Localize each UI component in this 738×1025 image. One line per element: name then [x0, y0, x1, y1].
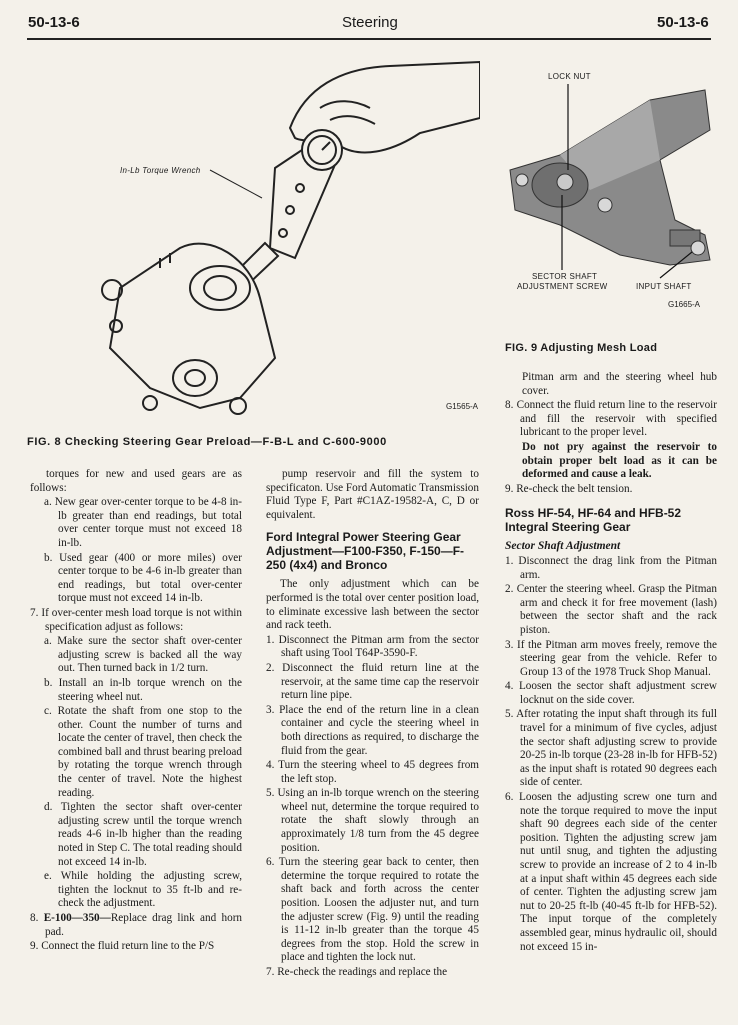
col3-step-8: 8. Connect the fluid return line to the reservoir and fill the reservoir with specified lubricant to the proper level. [505, 399, 717, 439]
fig8-caption: FIG. 8 Checking Steering Gear Preload—F-B-L and C-600-9000 [27, 436, 387, 448]
col2-step-6: 6. Turn the steering gear back to center, then determine the torque required to rotate the shaft back and forth across the center position. Loosen the adjuster nut, and turn the adjuster screw (Fig. 9) until the reading is 11-12 in-lb greater than the torque 45 degrees from the stop. Hold the screw in place and tighten the lock nut. [266, 856, 479, 964]
section-title: Steering [342, 14, 398, 31]
page-number-right: 50-13-6 [657, 14, 709, 31]
col2-step-3: 3. Place the end of the return line in a clean container and cycle the steering wheel in both directions as required, to discharge the fluid from the gear. [266, 703, 479, 757]
col1-intro: torques for new and used gears are as follows: [30, 468, 242, 494]
col3-ross-step-1: 1. Disconnect the drag link from the Pitman arm. [505, 554, 717, 581]
col1-step-7: 7. If over-center mesh load torque is not within specification adjust as follows: [30, 606, 242, 633]
torque-wrench-gear-drawing [90, 58, 480, 418]
col1-step-7a: a. Make sure the sector shaft over-center adjusting screw is backed all the way out. Then turned back in 1/2 turn. [44, 635, 242, 675]
col3-ross-step-5: 5. After rotating the input shaft through its full travel for a minimum of five cycles, adjust the sector shaft adjusting screw to provide 20-25 in-lb torque (23-28 in-lb for HFB-52) as the input shaft is rotated 90 degrees each side of center. [505, 708, 717, 789]
col1-step-a: a. New gear over-center torque to be 4-8 in-lb greater than end readings, but total over center torque must not exceed 18 in-lb. [44, 496, 242, 549]
fig9-label-sector-shaft: SECTOR SHAFT [532, 272, 598, 281]
col3-heading: Ross HF-54, HF-64 and HFB-52 Integral Steering Gear [505, 506, 682, 535]
col1-step-7c: c. Rotate the shaft from one stop to the other. Count the number of turns and locate the center of travel, then check the combined ball and thrust bearing preload by rotating the torque wrench through the center of travel. Note the highest reading. [44, 705, 242, 799]
col3-subheading: Sector Shaft Adjustment [505, 540, 621, 553]
col1-step-b: b. Used gear (400 or more miles) over center torque to be 4-6 in-lb greater than end readings, but total over-center torque must not exceed 14 in-lb. [44, 551, 242, 605]
col2-step-5: 5. Using an in-lb torque wrench on the steering wheel nut, determine the torque required to rotate the shaft slowly through an approximately 1/8 turn from the 45 degree position. [266, 787, 479, 854]
col1-step-8-models: E-100—350— [43, 912, 111, 924]
col2-paragraph: The only adjustment which can be performed is the total over center position load, to eliminate excessive lash between the sector and rack teeth. [266, 578, 479, 632]
col1-step-9: 9. Connect the fluid return line to the P/S [30, 940, 215, 953]
fig9-illustration [500, 60, 718, 310]
fig9-caption: FIG. 9 Adjusting Mesh Load [505, 342, 658, 354]
fig8-illustration [90, 58, 480, 418]
fig8-label-torque-wrench: In-Lb Torque Wrench [120, 166, 201, 175]
fig9-code: G1665-A [668, 300, 701, 309]
col3-ross-step-3: 3. If the Pitman arm moves freely, remove the steering gear from the vehicle. Refer to Group 13 of the 1978 Truck Shop Manual. [505, 638, 717, 678]
col1-step-7e: e. While holding the adjusting screw, tighten the locknut to 35 ft-lb and re-check the adjustment. [44, 870, 242, 910]
fig9-label-input-shaft: INPUT SHAFT [636, 282, 692, 291]
fig9-label-adjustment-screw: ADJUSTMENT SCREW [517, 282, 608, 291]
fig8-code: G1565-A [446, 402, 479, 411]
col1-step-7d: d. Tighten the sector shaft over-center adjusting screw until the torque wrench reads 4-6 in-lb higher than the reading noted in Step C. The total reading should not exceed 14 in-lb. [44, 801, 242, 868]
col3-ross-step-4: 4. Loosen the sector shaft adjustment screw locknut on the side cover. [505, 680, 717, 706]
col2-step-7: 7. Re-check the readings and replace the [266, 966, 448, 978]
column-2 [266, 468, 479, 981]
col1-step-7b: b. Install an in-lb torque wrench on the steering wheel nut. [44, 676, 242, 703]
col2-continued: pump reservoir and fill the system to specificaton. Use Ford Automatic Transmission Fluid Type F, Part #C1AZ-19582-A, C, D or equivalent. [266, 468, 479, 521]
col3-ross-step-6: 6. Loosen the adjusting screw one turn and note the torque required to move the input shaft 90 degrees each side of the center position. Tighten the adjusting screw jam nut until snug, and tighten the adjusting screw to provide an increase of 2 to 4 in-lb at a input shaft within 45 degrees each side of center. Tighten the adjusting screw jam nut to 20-25 ft-lb (40-45 ft-lb for HFB-52). The input torque of the completely assembled gear, minus hydraulic oil, should not exceed 15 in- [505, 791, 717, 953]
col2-step-2: 2. Disconnect the fluid return line at the reservoir, at the same time cap the reservoir return line pipe. [266, 661, 479, 702]
col1-step-8: 8. E-100—350—Replace drag link and horn pad. [30, 912, 243, 938]
col2-step-1: 1. Disconnect the Pitman arm from the sector shaft using Tool T64P-3590-F. [266, 633, 479, 660]
col3-step-8-warning: Do not pry against the reservoir to obtain proper belt load as it can be deformed and cause a leak. [522, 440, 717, 481]
fig9-label-lock-nut: LOCK NUT [548, 72, 591, 81]
header-rule [27, 38, 711, 40]
col2-step-4: 4. Turn the steering wheel to 45 degrees from the left stop. [266, 759, 479, 785]
col3-continued: Pitman arm and the steering wheel hub cover. [522, 371, 717, 397]
column-1 [30, 468, 242, 955]
col3-ross-step-2: 2. Center the steering wheel. Grasp the Pitman arm and check it for free movement (lash) between the sector shaft and the rack piston. [505, 583, 717, 636]
page-number-left: 50-13-6 [28, 14, 80, 31]
column-3 [505, 371, 717, 955]
col2-heading: Ford Integral Power Steering Gear Adjustment—F100-F350, F-150—F-250 (4x4) and Bronco [266, 530, 465, 573]
col3-step-9: 9. Re-check the belt tension. [505, 482, 633, 495]
page-header [0, 0, 738, 40]
